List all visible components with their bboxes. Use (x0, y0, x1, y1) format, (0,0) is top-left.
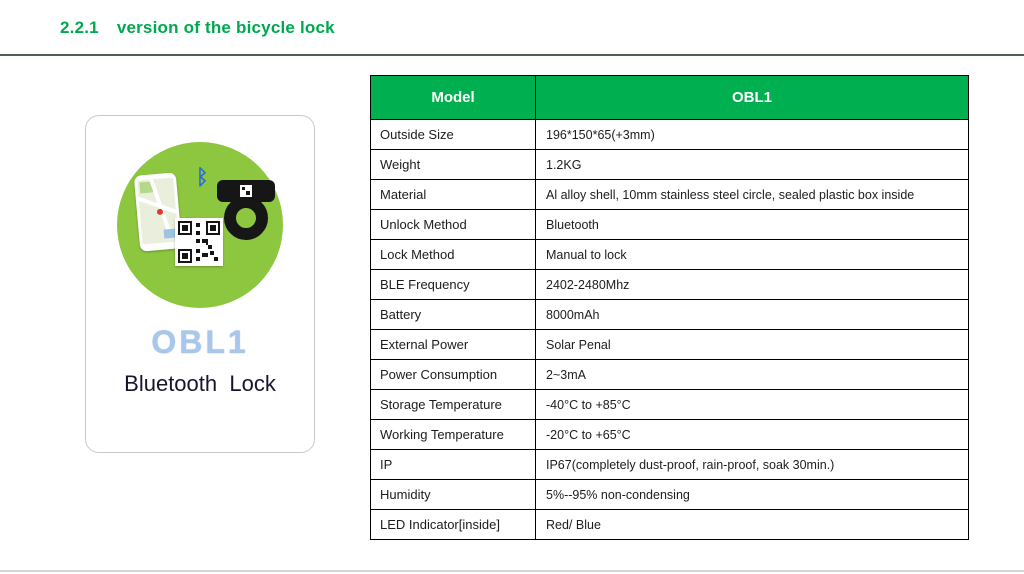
spec-value-cell: 8000mAh (536, 300, 969, 330)
table-header-row (371, 76, 969, 120)
spec-key-cell: Humidity (371, 480, 536, 510)
spec-key-cell: Lock Method (371, 240, 536, 270)
spec-table (370, 75, 969, 540)
spec-value-cell: Solar Penal (536, 330, 969, 360)
spec-value-cell: Red/ Blue (536, 510, 969, 540)
table-row (371, 390, 969, 420)
qr-code-icon (175, 218, 223, 266)
spec-value-cell: -20°C to +65°C (536, 420, 969, 450)
model-header-cell: Model (371, 76, 536, 120)
spec-key-cell: BLE Frequency (371, 270, 536, 300)
spec-value-cell: Bluetooth (536, 210, 969, 240)
spec-key-cell: Storage Temperature (371, 390, 536, 420)
table-row (371, 450, 969, 480)
table-row (371, 210, 969, 240)
table-row (371, 330, 969, 360)
spec-value-cell: IP67(completely dust-proof, rain-proof, soak 30min.) (536, 450, 969, 480)
lock-qr-tag (240, 185, 252, 197)
spec-value-cell: 196*150*65(+3mm) (536, 120, 969, 150)
model-value-header-cell: OBL1 (536, 76, 969, 120)
spec-key-cell: External Power (371, 330, 536, 360)
spec-key-cell: Unlock Method (371, 210, 536, 240)
section-number: 2.2.1 (60, 18, 99, 37)
spec-value-cell: -40°C to +85°C (536, 390, 969, 420)
spec-value-cell: 2~3mA (536, 360, 969, 390)
table-row (371, 360, 969, 390)
spec-key-cell: Battery (371, 300, 536, 330)
table-row (371, 180, 969, 210)
title-divider (0, 54, 1024, 56)
table-row (371, 510, 969, 540)
spec-value-cell: 2402-2480Mhz (536, 270, 969, 300)
table-row (371, 150, 969, 180)
table-row (371, 420, 969, 450)
spec-key-cell: Weight (371, 150, 536, 180)
table-row (371, 270, 969, 300)
spec-key-cell: LED Indicator[inside] (371, 510, 536, 540)
page-title (60, 18, 335, 38)
product-illustration (117, 142, 283, 308)
bluetooth-icon: ᛒ (196, 166, 209, 189)
product-type-label: Bluetooth Lock (124, 371, 276, 396)
lock-body-shape (217, 180, 275, 202)
bottom-divider (0, 570, 1024, 572)
section-title-text: version of the bicycle lock (116, 18, 335, 37)
table-row (371, 120, 969, 150)
table-row (371, 240, 969, 270)
model-name-label: OBL1 (151, 324, 249, 360)
spec-value-cell: Al alloy shell, 10mm stainless steel circle, sealed plastic box inside (536, 180, 969, 210)
table-row (371, 300, 969, 330)
spec-key-cell: Material (371, 180, 536, 210)
spec-key-cell: Power Consumption (371, 360, 536, 390)
spec-key-cell: Working Temperature (371, 420, 536, 450)
lock-ring-shape (224, 196, 268, 240)
spec-value-cell: 5%--95% non-condensing (536, 480, 969, 510)
bike-lock-icon (217, 180, 275, 242)
spec-value-cell: 1.2KG (536, 150, 969, 180)
spec-key-cell: IP (371, 450, 536, 480)
spec-value-cell: Manual to lock (536, 240, 969, 270)
spec-key-cell: Outside Size (371, 120, 536, 150)
table-row (371, 480, 969, 510)
product-card (85, 115, 315, 453)
map-screen (137, 178, 178, 245)
